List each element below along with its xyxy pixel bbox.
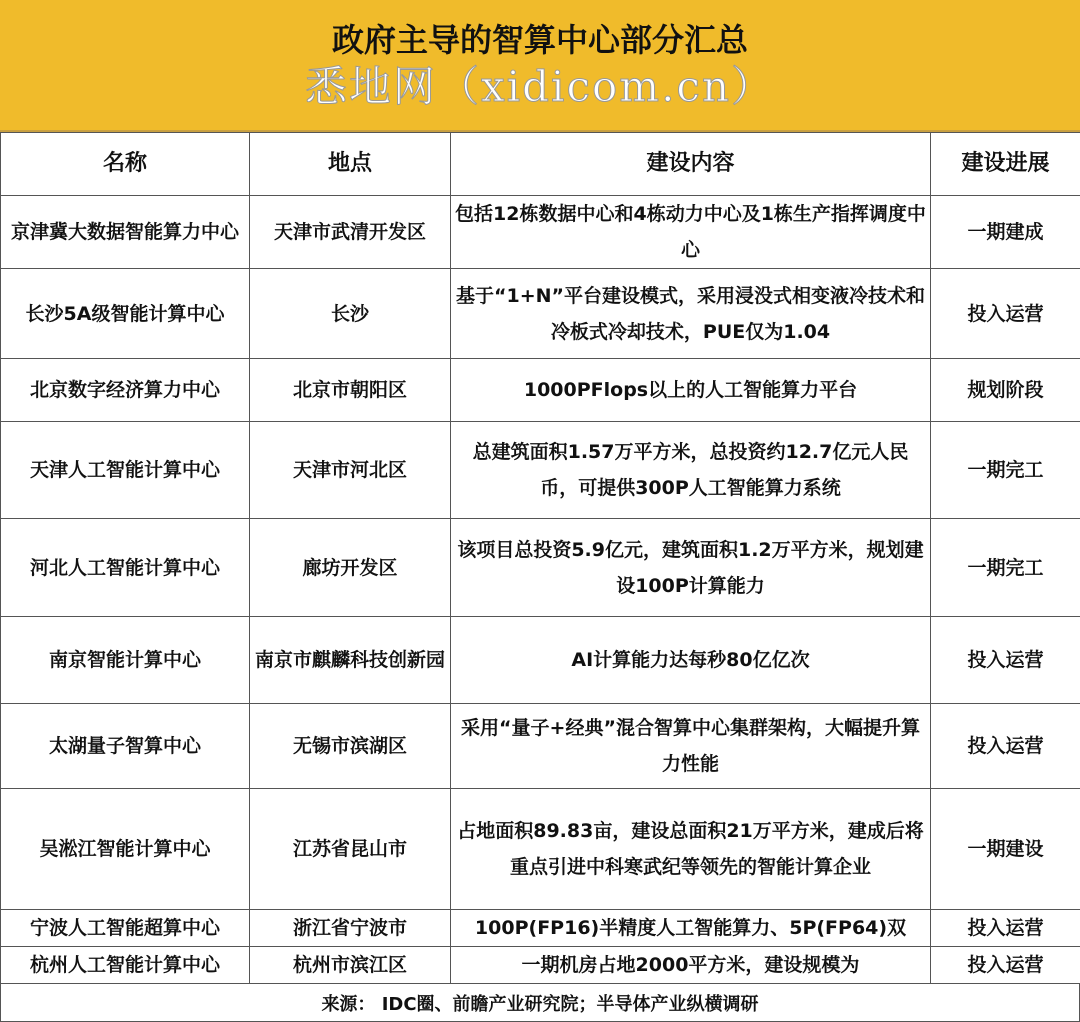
cell-content: 包括12栋数据中心和4栋动力中心及1栋生产指挥调度中心 bbox=[451, 196, 931, 269]
table-row bbox=[1, 519, 1080, 617]
cell-progress: 投入运营 bbox=[931, 910, 1080, 947]
cell-content: 占地面积89.83亩，建设总面积21万平方米，建成后将重点引进中科寒武纪等领先的智能计算企业 bbox=[451, 789, 931, 910]
title-banner bbox=[0, 0, 1080, 132]
cell-location: 无锡市滨湖区 bbox=[250, 704, 451, 789]
cell-name: 杭州人工智能计算中心 bbox=[1, 947, 250, 984]
table-row bbox=[1, 947, 1080, 984]
table-row bbox=[1, 359, 1080, 422]
cell-content: 总建筑面积1.57万平方米，总投资约12.7亿元人民币，可提供300P人工智能算力系统 bbox=[451, 422, 931, 519]
watermark: 悉地网（xidicom.cn） bbox=[305, 62, 775, 112]
data-table bbox=[0, 132, 1080, 984]
cell-content: 基于“1+N”平台建设模式，采用浸没式相变液冷技术和冷板式冷却技术，PUE仅为1.04 bbox=[451, 269, 931, 359]
cell-location: 长沙 bbox=[250, 269, 451, 359]
table-row bbox=[1, 422, 1080, 519]
table-row bbox=[1, 789, 1080, 910]
table-row bbox=[1, 196, 1080, 269]
cell-content: 该项目总投资5.9亿元，建筑面积1.2万平方米，规划建设100P计算能力 bbox=[451, 519, 931, 617]
cell-progress: 一期建成 bbox=[931, 196, 1080, 269]
cell-name: 南京智能计算中心 bbox=[1, 617, 250, 704]
cell-name: 河北人工智能计算中心 bbox=[1, 519, 250, 617]
table-header-row bbox=[1, 133, 1080, 196]
cell-content: 采用“量子+经典”混合智算中心集群架构，大幅提升算力性能 bbox=[451, 704, 931, 789]
cell-location: 江苏省昆山市 bbox=[250, 789, 451, 910]
cell-name: 京津冀大数据智能算力中心 bbox=[1, 196, 250, 269]
cell-name: 吴淞江智能计算中心 bbox=[1, 789, 250, 910]
cell-content: AI计算能力达每秒80亿亿次 bbox=[451, 617, 931, 704]
table-row bbox=[1, 617, 1080, 704]
table-row bbox=[1, 269, 1080, 359]
cell-progress: 投入运营 bbox=[931, 617, 1080, 704]
cell-location: 天津市河北区 bbox=[250, 422, 451, 519]
cell-location: 北京市朝阳区 bbox=[250, 359, 451, 422]
page-title: 政府主导的智算中心部分汇总 bbox=[332, 18, 748, 62]
cell-content: 100P(FP16)半精度人工智能算力、5P(FP64)双 bbox=[451, 910, 931, 947]
cell-location: 廊坊开发区 bbox=[250, 519, 451, 617]
header-location: 地点 bbox=[250, 133, 451, 196]
cell-location: 杭州市滨江区 bbox=[250, 947, 451, 984]
cell-location: 天津市武清开发区 bbox=[250, 196, 451, 269]
header-content: 建设内容 bbox=[451, 133, 931, 196]
cell-progress: 投入运营 bbox=[931, 947, 1080, 984]
cell-name: 长沙5A级智能计算中心 bbox=[1, 269, 250, 359]
cell-location: 浙江省宁波市 bbox=[250, 910, 451, 947]
cell-content: 1000PFlops以上的人工智能算力平台 bbox=[451, 359, 931, 422]
cell-progress: 投入运营 bbox=[931, 704, 1080, 789]
cell-name: 宁波人工智能超算中心 bbox=[1, 910, 250, 947]
cell-progress: 一期完工 bbox=[931, 422, 1080, 519]
cell-location: 南京市麒麟科技创新园 bbox=[250, 617, 451, 704]
cell-progress: 一期完工 bbox=[931, 519, 1080, 617]
cell-content: 一期机房占地2000平方米，建设规模为 bbox=[451, 947, 931, 984]
table-row bbox=[1, 704, 1080, 789]
table-row bbox=[1, 910, 1080, 947]
cell-progress: 规划阶段 bbox=[931, 359, 1080, 422]
cell-progress: 投入运营 bbox=[931, 269, 1080, 359]
source-footer: 来源： IDC圈、前瞻产业研究院；半导体产业纵横调研 bbox=[0, 984, 1080, 1022]
header-name: 名称 bbox=[1, 133, 250, 196]
cell-name: 太湖量子智算中心 bbox=[1, 704, 250, 789]
cell-name: 北京数字经济算力中心 bbox=[1, 359, 250, 422]
cell-progress: 一期建设 bbox=[931, 789, 1080, 910]
cell-name: 天津人工智能计算中心 bbox=[1, 422, 250, 519]
header-progress: 建设进展 bbox=[931, 133, 1080, 196]
